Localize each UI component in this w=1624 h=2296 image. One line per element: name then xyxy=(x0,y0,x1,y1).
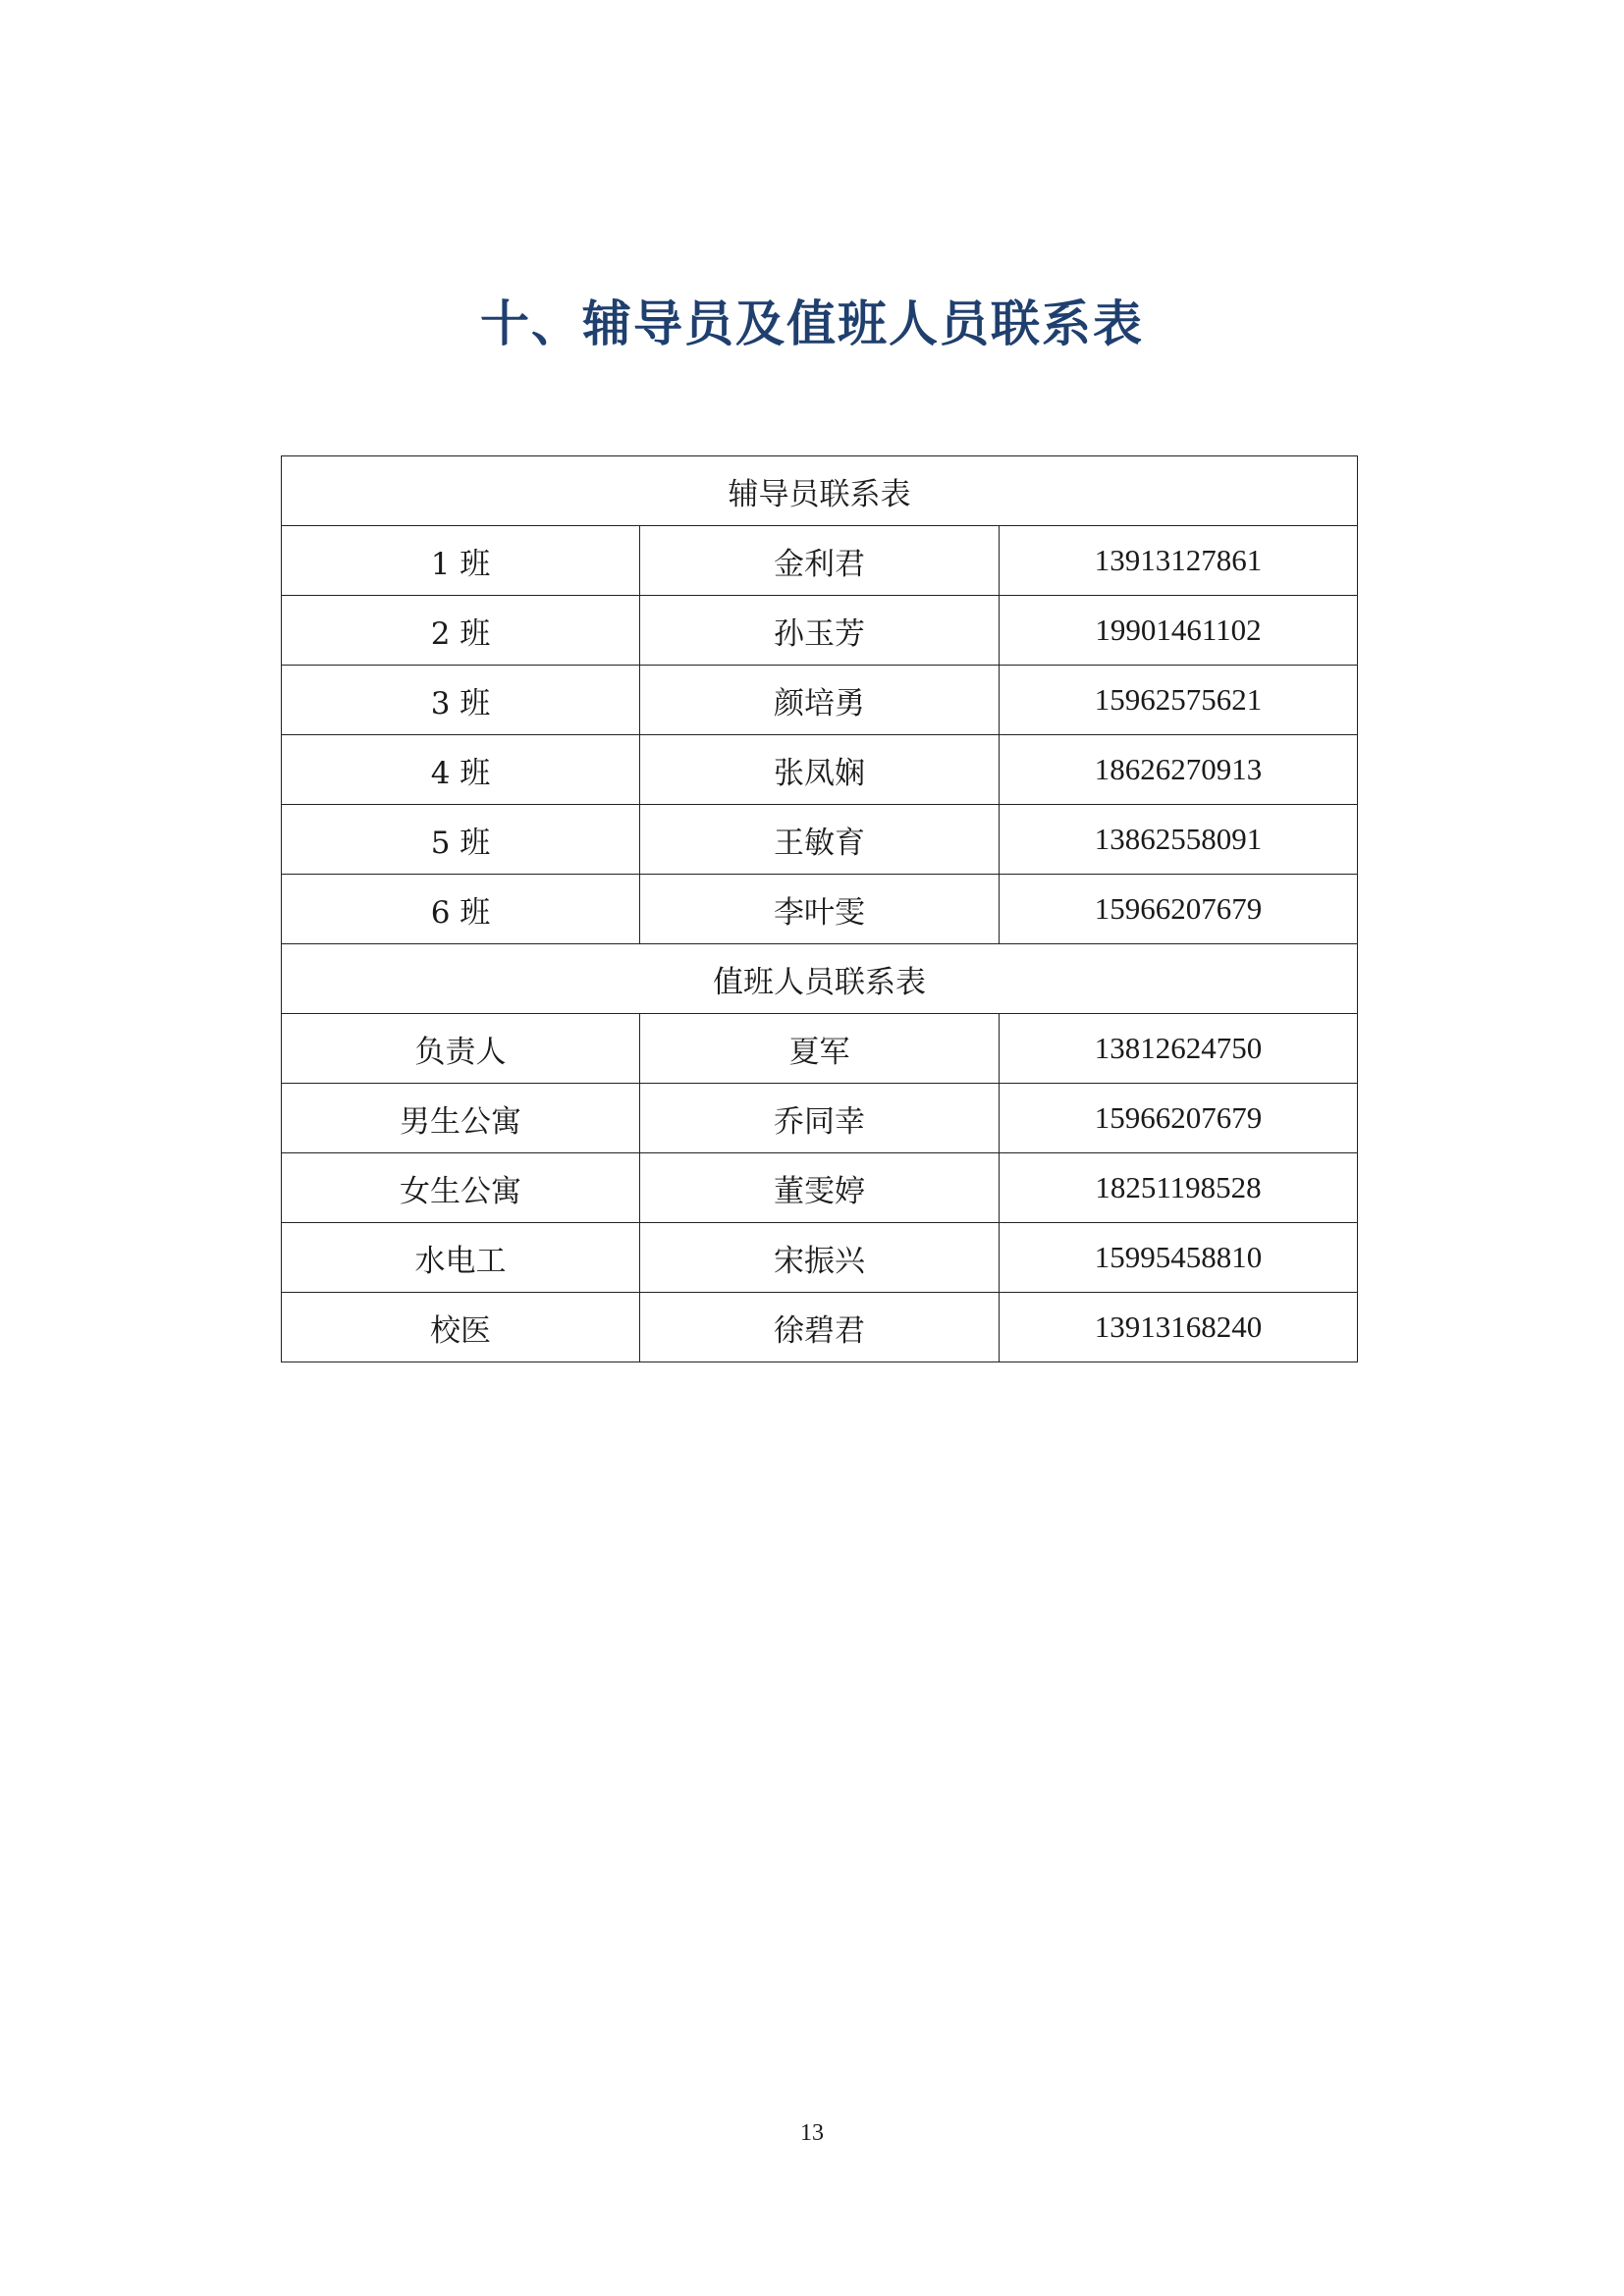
phone-cell: 15962575621 xyxy=(1000,666,1358,735)
class-cell: 4 班 xyxy=(282,735,640,805)
class-cell: 5 班 xyxy=(282,805,640,875)
class-cell: 3 班 xyxy=(282,666,640,735)
phone-cell: 13913127861 xyxy=(1000,526,1358,596)
role-cell: 男生公寓 xyxy=(282,1084,640,1153)
phone-cell: 18251198528 xyxy=(1000,1153,1358,1223)
table-row xyxy=(282,1153,1358,1223)
role-cell: 校医 xyxy=(282,1293,640,1362)
phone-cell: 18626270913 xyxy=(1000,735,1358,805)
phone-cell: 15995458810 xyxy=(1000,1223,1358,1293)
role-cell: 水电工 xyxy=(282,1223,640,1293)
phone-cell: 15966207679 xyxy=(1000,1084,1358,1153)
name-cell: 乔同幸 xyxy=(640,1084,1000,1153)
role-cell: 负责人 xyxy=(282,1014,640,1084)
name-cell: 董雯婷 xyxy=(640,1153,1000,1223)
role-cell: 女生公寓 xyxy=(282,1153,640,1223)
table-row xyxy=(282,526,1358,596)
phone-cell: 13862558091 xyxy=(1000,805,1358,875)
phone-cell: 13812624750 xyxy=(1000,1014,1358,1084)
name-cell: 李叶雯 xyxy=(640,875,1000,944)
page-number: 13 xyxy=(800,2120,824,2146)
class-cell: 6 班 xyxy=(282,875,640,944)
page-title: 十、辅导员及值班人员联系表 xyxy=(480,295,1144,352)
phone-cell: 15966207679 xyxy=(1000,875,1358,944)
table-row xyxy=(282,596,1358,666)
name-cell: 宋振兴 xyxy=(640,1223,1000,1293)
table-row xyxy=(282,875,1358,944)
duty-table-header: 值班人员联系表 xyxy=(282,944,1358,1014)
counselor-table-header: 辅导员联系表 xyxy=(282,456,1358,526)
counselor-table-header-row xyxy=(282,456,1358,526)
name-cell: 张凤娴 xyxy=(640,735,1000,805)
table-row xyxy=(282,1084,1358,1153)
name-cell: 颜培勇 xyxy=(640,666,1000,735)
class-cell: 2 班 xyxy=(282,596,640,666)
table-row xyxy=(282,735,1358,805)
table-row xyxy=(282,1293,1358,1362)
class-cell: 1 班 xyxy=(282,526,640,596)
table-row xyxy=(282,805,1358,875)
phone-cell: 19901461102 xyxy=(1000,596,1358,666)
phone-cell: 13913168240 xyxy=(1000,1293,1358,1362)
table-row xyxy=(282,666,1358,735)
name-cell: 孙玉芳 xyxy=(640,596,1000,666)
name-cell: 夏军 xyxy=(640,1014,1000,1084)
table-row xyxy=(282,1014,1358,1084)
duty-table-header-row xyxy=(282,944,1358,1014)
table-row xyxy=(282,1223,1358,1293)
name-cell: 王敏育 xyxy=(640,805,1000,875)
contact-table xyxy=(281,455,1358,1362)
name-cell: 徐碧君 xyxy=(640,1293,1000,1362)
name-cell: 金利君 xyxy=(640,526,1000,596)
